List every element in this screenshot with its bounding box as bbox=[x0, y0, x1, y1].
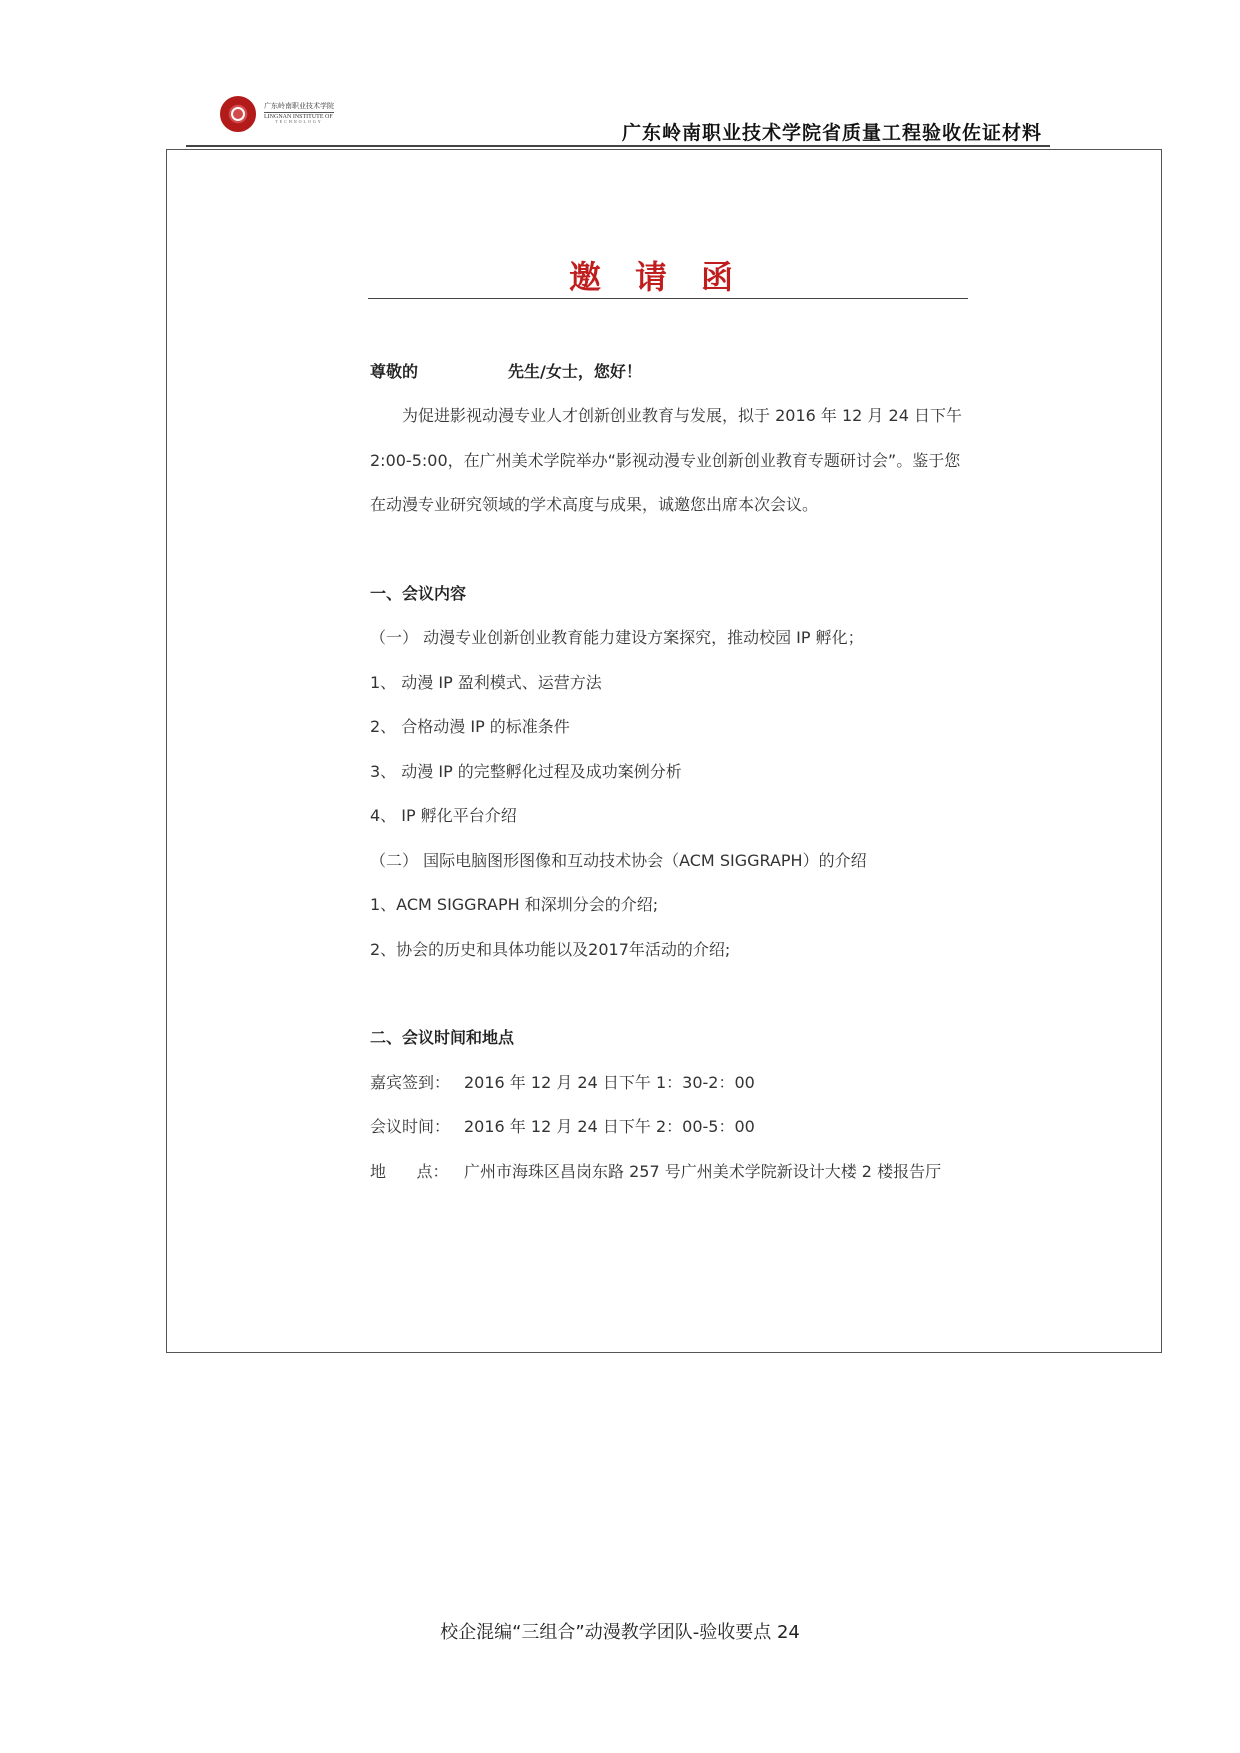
section-heading-content: 一、会议内容 bbox=[370, 583, 467, 603]
page-footer: 校企混编“三组合”动漫教学团队-验收要点 24 bbox=[440, 1622, 800, 1643]
time-place-row bbox=[370, 1061, 970, 1106]
content-line: 2、 合格动漫 IP 的标准条件 bbox=[370, 717, 570, 736]
salutation-suffix: 先生/女士，您好！ bbox=[508, 362, 642, 381]
row-label: 会议时间： bbox=[370, 1117, 451, 1136]
logo-name-cn: 广东岭南职业技术学院 bbox=[264, 102, 334, 111]
page-header-title: 广东岭南职业技术学院省质量工程验收佐证材料 bbox=[621, 122, 1042, 144]
intro-paragraph: 为促进影视动漫专业人才创新创业教育与发展，拟于 2016 年 12 月 24 日下午 2:00-5:00，在广州美术学院举办“影视动漫专业创新创业教育专题研讨会”。鉴于您在动漫专业研究领域的学术高度与成果，诚邀您出席本次会议。 bbox=[370, 406, 962, 514]
row-value: 2016 年 12 月 24 日下午 2：00-5：00 bbox=[464, 1117, 755, 1136]
school-seal-icon bbox=[220, 96, 256, 132]
row-label: 嘉宾签到： bbox=[370, 1072, 451, 1092]
header-divider bbox=[186, 145, 1050, 147]
logo-name-en2: TECHNOLOGY bbox=[275, 119, 323, 125]
content-line: 3、 动漫 IP 的完整孵化过程及成功案例分析 bbox=[370, 761, 682, 781]
logo-text bbox=[264, 103, 334, 125]
spacer bbox=[370, 528, 970, 572]
salutation bbox=[370, 350, 970, 394]
content-line: 1、 动漫 IP 盈利模式、运营方法 bbox=[370, 672, 602, 692]
letter-body bbox=[370, 350, 970, 1194]
title-divider bbox=[368, 298, 968, 299]
content-line: 4、 IP 孵化平台介绍 bbox=[370, 806, 517, 825]
spacer bbox=[370, 972, 970, 1016]
content-line: （二） 国际电脑图形图像和互动技术协会（ACM SIGGRAPH）的介绍 bbox=[370, 850, 867, 870]
content-line: （一） 动漫专业创新创业教育能力建设方案探究，推动校园 IP 孵化； bbox=[370, 628, 864, 647]
invitation-title: 邀请函 bbox=[568, 258, 767, 296]
school-logo bbox=[220, 96, 334, 132]
logo-name-en: LINGNAN INSTITUTE OF bbox=[264, 113, 333, 120]
content-line: 2、协会的历史和具体功能以及2017年活动的介绍; bbox=[370, 939, 731, 959]
time-place-row bbox=[370, 1150, 970, 1195]
section-heading-time-place: 二、会议时间和地点 bbox=[370, 1028, 515, 1047]
salutation-prefix: 尊敬的 bbox=[370, 362, 419, 381]
row-label: 地 点： bbox=[370, 1161, 449, 1181]
row-value: 2016 年 12 月 24 日下午 1：30-2：00 bbox=[464, 1072, 755, 1092]
row-value: 广州市海珠区昌岗东路 257 号广州美术学院新设计大楼 2 楼报告厅 bbox=[464, 1161, 942, 1181]
time-place-row bbox=[370, 1105, 970, 1150]
content-line: 1、ACM SIGGRAPH 和深圳分会的介绍; bbox=[370, 895, 659, 914]
